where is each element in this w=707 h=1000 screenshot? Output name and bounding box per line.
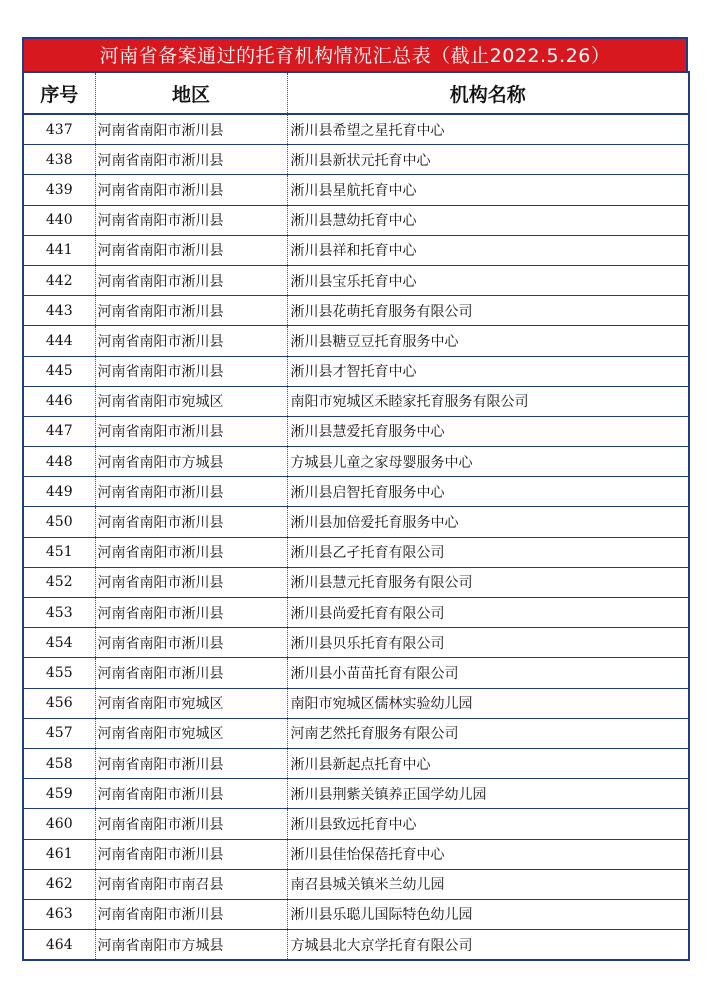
table-row — [23, 718, 689, 748]
row-institution-name-cell: 淅川县才智托育中心 — [287, 356, 689, 386]
row-institution-name-cell: 淅川县祥和托育中心 — [287, 235, 689, 265]
row-index-cell: 440 — [23, 205, 95, 235]
row-institution-name-cell: 河南艺然托育服务有限公司 — [287, 718, 689, 748]
row-index-cell: 454 — [23, 628, 95, 658]
row-institution-name-cell: 淅川县乐聪儿国际特色幼儿园 — [287, 899, 689, 929]
row-index-cell: 453 — [23, 598, 95, 628]
row-index-cell: 463 — [23, 899, 95, 929]
row-region-cell: 河南省南阳市淅川县 — [95, 839, 287, 869]
row-institution-name-cell: 淅川县加倍爱托育服务中心 — [287, 507, 689, 537]
table-row — [23, 537, 689, 567]
column-header-name: 机构名称 — [287, 72, 689, 114]
row-region-cell: 河南省南阳市方城县 — [95, 447, 287, 477]
row-index-cell: 437 — [23, 114, 95, 145]
table-row — [23, 205, 689, 235]
row-region-cell: 河南省南阳市淅川县 — [95, 114, 287, 145]
table-row — [23, 507, 689, 537]
row-index-cell: 450 — [23, 507, 95, 537]
row-institution-name-cell: 淅川县糖豆豆托育服务中心 — [287, 326, 689, 356]
row-index-cell: 444 — [23, 326, 95, 356]
table-row — [23, 628, 689, 658]
table-row — [23, 779, 689, 809]
table-row — [23, 386, 689, 416]
table-row — [23, 930, 689, 961]
table-row — [23, 175, 689, 205]
row-region-cell: 河南省南阳市南召县 — [95, 869, 287, 899]
table-row — [23, 869, 689, 899]
row-index-cell: 447 — [23, 416, 95, 446]
row-institution-name-cell: 淅川县乙孑托育有限公司 — [287, 537, 689, 567]
row-institution-name-cell: 方城县儿童之家母婴服务中心 — [287, 447, 689, 477]
row-region-cell: 河南省南阳市淅川县 — [95, 235, 287, 265]
table-row — [23, 416, 689, 446]
row-index-cell: 455 — [23, 658, 95, 688]
row-region-cell: 河南省南阳市淅川县 — [95, 628, 287, 658]
row-institution-name-cell: 淅川县致远托育中心 — [287, 809, 689, 839]
row-index-cell: 451 — [23, 537, 95, 567]
row-region-cell: 河南省南阳市淅川县 — [95, 205, 287, 235]
row-index-cell: 452 — [23, 567, 95, 597]
row-index-cell: 445 — [23, 356, 95, 386]
row-region-cell: 河南省南阳市宛城区 — [95, 718, 287, 748]
table-title: 河南省备案通过的托育机构情况汇总表（截止2022.5.26） — [22, 37, 688, 71]
row-region-cell: 河南省南阳市宛城区 — [95, 688, 287, 718]
row-index-cell: 441 — [23, 235, 95, 265]
row-institution-name-cell: 淅川县新状元托育中心 — [287, 145, 689, 175]
row-institution-name-cell: 淅川县慧元托育服务有限公司 — [287, 567, 689, 597]
row-region-cell: 河南省南阳市淅川县 — [95, 598, 287, 628]
row-region-cell: 河南省南阳市淅川县 — [95, 175, 287, 205]
row-institution-name-cell: 淅川县希望之星托育中心 — [287, 114, 689, 145]
table-row — [23, 447, 689, 477]
row-region-cell: 河南省南阳市淅川县 — [95, 477, 287, 507]
table-row — [23, 899, 689, 929]
row-index-cell: 443 — [23, 296, 95, 326]
column-header-region: 地区 — [95, 72, 287, 114]
table-row — [23, 839, 689, 869]
row-institution-name-cell: 淅川县新起点托育中心 — [287, 748, 689, 778]
table-row — [23, 567, 689, 597]
table-row — [23, 235, 689, 265]
row-index-cell: 438 — [23, 145, 95, 175]
table-row — [23, 265, 689, 295]
table-row — [23, 326, 689, 356]
row-region-cell: 河南省南阳市淅川县 — [95, 416, 287, 446]
row-region-cell: 河南省南阳市淅川县 — [95, 356, 287, 386]
table-row — [23, 658, 689, 688]
row-index-cell: 442 — [23, 265, 95, 295]
row-index-cell: 439 — [23, 175, 95, 205]
row-institution-name-cell: 淅川县荆紫关镇养正国学幼儿园 — [287, 779, 689, 809]
table-row — [23, 145, 689, 175]
row-region-cell: 河南省南阳市淅川县 — [95, 145, 287, 175]
row-index-cell: 462 — [23, 869, 95, 899]
table-body — [23, 114, 689, 960]
row-region-cell: 河南省南阳市淅川县 — [95, 567, 287, 597]
row-index-cell: 457 — [23, 718, 95, 748]
row-institution-name-cell: 南阳市宛城区禾睦家托育服务有限公司 — [287, 386, 689, 416]
row-index-cell: 446 — [23, 386, 95, 416]
table-row — [23, 477, 689, 507]
row-index-cell: 464 — [23, 930, 95, 961]
row-index-cell: 456 — [23, 688, 95, 718]
table-row — [23, 688, 689, 718]
row-region-cell: 河南省南阳市淅川县 — [95, 296, 287, 326]
row-institution-name-cell: 淅川县宝乐托育中心 — [287, 265, 689, 295]
row-institution-name-cell: 淅川县启智托育服务中心 — [287, 477, 689, 507]
row-institution-name-cell: 淅川县尚爱托育有限公司 — [287, 598, 689, 628]
row-region-cell: 河南省南阳市淅川县 — [95, 899, 287, 929]
table-row — [23, 296, 689, 326]
row-institution-name-cell: 淅川县慧爱托育服务中心 — [287, 416, 689, 446]
row-institution-name-cell: 淅川县慧幼托育中心 — [287, 205, 689, 235]
table-row — [23, 356, 689, 386]
row-region-cell: 河南省南阳市淅川县 — [95, 537, 287, 567]
row-institution-name-cell: 方城县北大京学托育有限公司 — [287, 930, 689, 961]
table-row — [23, 598, 689, 628]
row-institution-name-cell: 淅川县花萌托育服务有限公司 — [287, 296, 689, 326]
row-region-cell: 河南省南阳市淅川县 — [95, 326, 287, 356]
row-index-cell: 459 — [23, 779, 95, 809]
table-row — [23, 748, 689, 778]
row-institution-name-cell: 淅川县佳怡保蓓托育中心 — [287, 839, 689, 869]
row-institution-name-cell: 淅川县小苗苗托育有限公司 — [287, 658, 689, 688]
row-index-cell: 461 — [23, 839, 95, 869]
summary-sheet — [22, 37, 688, 961]
row-region-cell: 河南省南阳市淅川县 — [95, 779, 287, 809]
row-region-cell: 河南省南阳市宛城区 — [95, 386, 287, 416]
row-index-cell: 458 — [23, 748, 95, 778]
row-region-cell: 河南省南阳市淅川县 — [95, 507, 287, 537]
row-index-cell: 448 — [23, 447, 95, 477]
row-region-cell: 河南省南阳市淅川县 — [95, 748, 287, 778]
row-index-cell: 449 — [23, 477, 95, 507]
table-row — [23, 114, 689, 145]
row-region-cell: 河南省南阳市方城县 — [95, 930, 287, 961]
header-row — [23, 72, 689, 114]
row-institution-name-cell: 南阳市宛城区儒林实验幼儿园 — [287, 688, 689, 718]
row-region-cell: 河南省南阳市淅川县 — [95, 658, 287, 688]
row-institution-name-cell: 淅川县星航托育中心 — [287, 175, 689, 205]
institution-table — [22, 71, 690, 961]
row-index-cell: 460 — [23, 809, 95, 839]
row-institution-name-cell: 南召县城关镇米兰幼儿园 — [287, 869, 689, 899]
row-region-cell: 河南省南阳市淅川县 — [95, 265, 287, 295]
row-region-cell: 河南省南阳市淅川县 — [95, 809, 287, 839]
row-institution-name-cell: 淅川县贝乐托育有限公司 — [287, 628, 689, 658]
table-row — [23, 809, 689, 839]
column-header-index: 序号 — [23, 72, 95, 114]
